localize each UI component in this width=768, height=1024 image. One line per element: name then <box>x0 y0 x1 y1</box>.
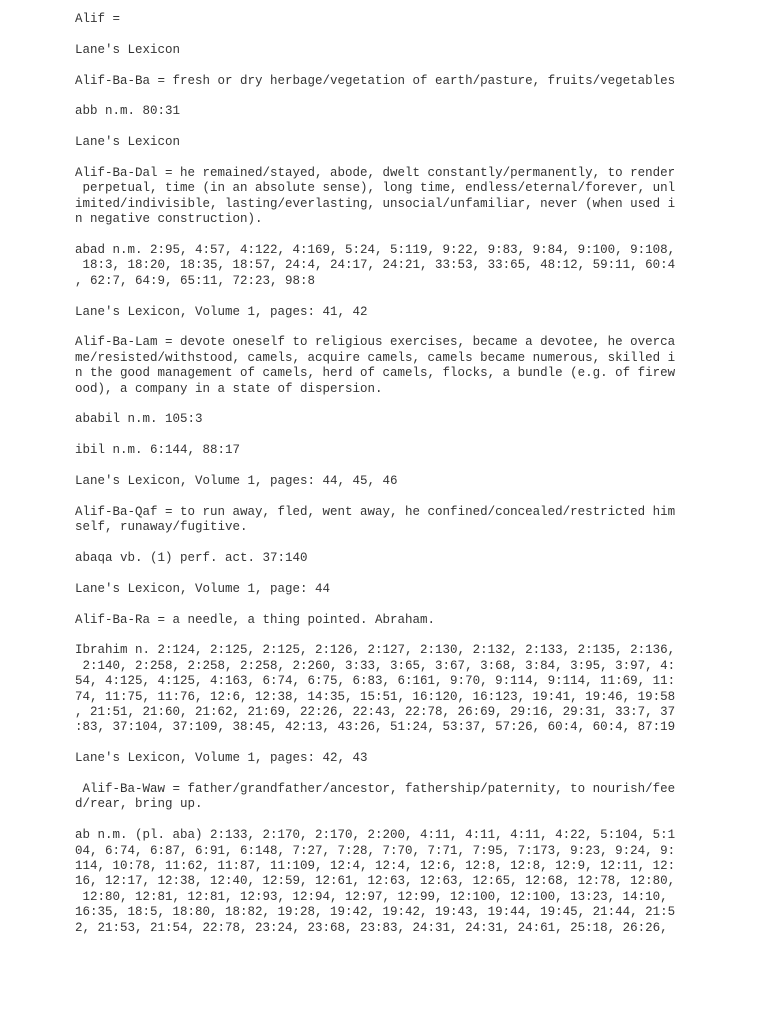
text-line: ababil n.m. 105:3 <box>75 412 203 427</box>
text-paragraph <box>75 412 675 427</box>
text-line: 16:35, 18:5, 18:80, 18:82, 19:28, 19:42, 19:42, 19:43, 19:44, 19:45, 21:44, 21:5 <box>75 905 676 920</box>
text-line: 16, 12:17, 12:38, 12:40, 12:59, 12:61, 12:63, 12:63, 12:65, 12:68, 12:78, 12:80, <box>75 874 676 889</box>
text-line: , 21:51, 21:60, 21:62, 21:69, 22:26, 22:43, 22:78, 26:69, 29:16, 29:31, 33:7, 37 <box>75 705 676 720</box>
text-line: Lane's Lexicon, Volume 1, pages: 41, 42 <box>75 304 368 319</box>
text-line: n the good management of camels, herd of camels, flocks, a bundle (e.g. of firew <box>75 366 676 381</box>
text-line: imited/indivisible, lasting/everlasting, unsocial/unfamiliar, never (when used i <box>75 196 676 211</box>
text-line: 114, 10:78, 11:62, 11:87, 11:109, 12:4, 12:4, 12:6, 12:8, 12:8, 12:9, 12:11, 12: <box>75 859 676 874</box>
text-line: ab n.m. (pl. aba) 2:133, 2:170, 2:170, 2:200, 4:11, 4:11, 4:11, 4:22, 5:104, 5:1 <box>75 828 676 843</box>
text-paragraph <box>75 166 675 228</box>
text-line: self, runaway/fugitive. <box>75 520 248 535</box>
text-line: Alif-Ba-Lam = devote oneself to religious exercises, became a devotee, he overca <box>75 335 676 350</box>
text-line: perpetual, time (in an absolute sense), long time, endless/eternal/forever, unl <box>75 181 676 196</box>
text-paragraph <box>75 12 675 27</box>
text-paragraph <box>75 828 675 936</box>
text-line: , 62:7, 64:9, 65:11, 72:23, 98:8 <box>75 273 316 288</box>
text-line: abb n.m. 80:31 <box>75 104 181 119</box>
text-line: 74, 11:75, 11:76, 12:6, 12:38, 14:35, 15:51, 16:120, 16:123, 19:41, 19:46, 19:58 <box>75 689 676 704</box>
text-line: abad n.m. 2:95, 4:57, 4:122, 4:169, 5:24, 5:119, 9:22, 9:83, 9:84, 9:100, 9:108, <box>75 243 676 257</box>
text-line: Alif-Ba-Dal = he remained/stayed, abode, dwelt constantly/permanently, to render <box>75 165 676 180</box>
text-paragraph <box>75 74 675 89</box>
text-paragraph <box>75 505 675 536</box>
text-line: Lane's Lexicon, Volume 1, pages: 42, 43 <box>75 751 368 766</box>
text-line: 18:3, 18:20, 18:35, 18:57, 24:4, 24:17, 24:21, 33:53, 33:65, 48:12, 59:11, 60:4 <box>75 258 676 273</box>
text-paragraph <box>75 135 675 150</box>
text-line: 2, 21:53, 21:54, 22:78, 23:24, 23:68, 23:83, 24:31, 24:31, 24:61, 25:18, 26:26, <box>75 920 668 935</box>
text-paragraph <box>75 643 675 735</box>
text-paragraph <box>75 335 675 397</box>
text-line: Alif-Ba-Ba = fresh or dry herbage/vegetation of earth/pasture, fruits/vegetables <box>75 73 676 88</box>
text-line: Alif-Ba-Ra = a needle, a thing pointed. Abraham. <box>75 612 436 627</box>
text-paragraph <box>75 104 675 119</box>
document-page <box>75 12 675 951</box>
text-line: Alif-Ba-Waw = father/grandfather/ancestor, fathership/paternity, to nourish/fee <box>75 782 676 797</box>
text-paragraph <box>75 782 675 813</box>
text-paragraph <box>75 443 675 458</box>
text-line: Alif-Ba-Qaf = to run away, fled, went away, he confined/concealed/restricted him <box>75 504 676 519</box>
text-line: Alif = <box>75 12 121 26</box>
text-paragraph <box>75 613 675 628</box>
text-paragraph <box>75 43 675 58</box>
text-paragraph <box>75 751 675 766</box>
text-paragraph <box>75 305 675 320</box>
text-line: Lane's Lexicon <box>75 135 181 150</box>
text-line: Lane's Lexicon, Volume 1, pages: 44, 45, 46 <box>75 474 398 489</box>
text-paragraph <box>75 551 675 566</box>
text-paragraph <box>75 582 675 597</box>
text-line: 12:80, 12:81, 12:81, 12:93, 12:94, 12:97, 12:99, 12:100, 12:100, 13:23, 14:10, <box>75 889 668 904</box>
text-line: ibil n.m. 6:144, 88:17 <box>75 443 241 458</box>
text-line: n negative construction). <box>75 212 263 227</box>
text-paragraph <box>75 243 675 289</box>
text-line: :83, 37:104, 37:109, 38:45, 42:13, 43:26, 51:24, 53:37, 57:26, 60:4, 60:4, 87:19 <box>75 720 676 735</box>
text-line: Lane's Lexicon <box>75 42 181 57</box>
text-line: abaqa vb. (1) perf. act. 37:140 <box>75 551 308 566</box>
text-line: ood), a company in a state of dispersion. <box>75 381 383 396</box>
text-line: Lane's Lexicon, Volume 1, page: 44 <box>75 581 331 596</box>
text-line: 04, 6:74, 6:87, 6:91, 6:148, 7:27, 7:28, 7:70, 7:71, 7:95, 7:173, 9:23, 9:24, 9: <box>75 843 676 858</box>
text-line: d/rear, bring up. <box>75 797 203 812</box>
text-paragraph <box>75 474 675 489</box>
text-line: 2:140, 2:258, 2:258, 2:258, 2:260, 3:33, 3:65, 3:67, 3:68, 3:84, 3:95, 3:97, 4: <box>75 658 676 673</box>
text-line: Ibrahim n. 2:124, 2:125, 2:125, 2:126, 2:127, 2:130, 2:132, 2:133, 2:135, 2:136, <box>75 643 676 658</box>
text-line: 54, 4:125, 4:125, 4:163, 6:74, 6:75, 6:83, 6:161, 9:70, 9:114, 9:114, 11:69, 11: <box>75 674 676 689</box>
text-line: me/resisted/withstood, camels, acquire camels, camels became numerous, skilled i <box>75 350 676 365</box>
